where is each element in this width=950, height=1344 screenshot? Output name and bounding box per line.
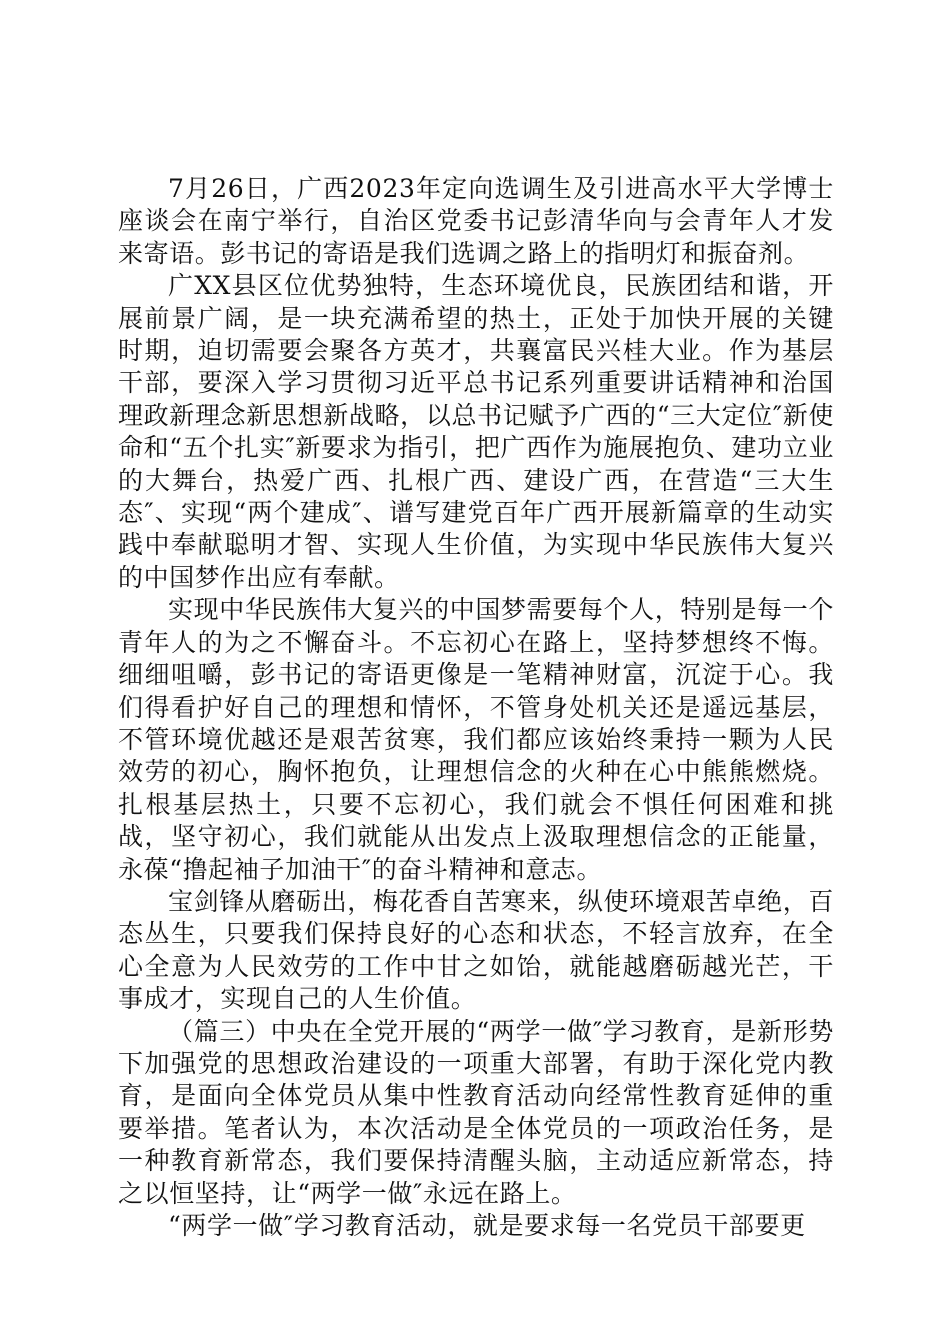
paragraph-4: 宝剑锋从磨砺出，梅花香自苦寒来，纵使环境艰苦卓绝，百态丛生，只要我们保持良好的心态和状态，不轻言放弃，在全心全意为人民效劳的工作中甘之如饴，就能越磨砺越光芒，干事成才，实现自己的人生价值。: [118, 886, 834, 1014]
paragraph-6: “两学一做″学习教育活动，就是要求每一名党员干部要更: [168, 1211, 806, 1240]
paragraph-1: 7月26日，广西2023年定向选调生及引进高水平大学博士座谈会在南宁举行，自治区党委书记彭清华向与会青年人才发来寄语。彭书记的寄语是我们选调之路上的指明灯和振奋剂。: [118, 174, 834, 268]
document-body: [118, 173, 834, 1242]
paragraph-3: 实现中华民族伟大复兴的中国梦需要每个人，特别是每一个青年人的为之不懈奋斗。不忘初心在路上，坚持梦想终不悔。细细咀嚼，彭书记的寄语更像是一笔精神财富，沉淀于心。我们得看护好自己的理想和情怀，不管身处机关还是遥远基层，不管环境优越还是艰苦贫寒，我们都应该始终秉持一颗为人民效劳的初心，胸怀抱负，让理想信念的火种在心中熊熊燃烧。扎根基层热土，只要不忘初心，我们就会不惧任何困难和挑战，坚守初心，我们就能从出发点上汲取理想信念的正能量，永葆“撸起袖子加油干″的奋斗精神和意志。: [118, 595, 834, 884]
paragraph-5: （篇三）中央在全党开展的“两学一做″学习教育，是新形势下加强党的思想政治建设的一项重大部署，有助于深化党内教育，是面向全体党员从集中性教育活动向经常性教育延伸的重要举措。笔者认为，本次活动是全体党员的一项政治任务，是一种教育新常态，我们要保持清醒头脑，主动适应新常态，持之以恒坚持，让“两学一做″永远在路上。: [118, 1016, 834, 1208]
paragraph-2: 广XX县区位优势独特，生态环境优良，民族团结和谐，开展前景广阔，是一块充满希望的热土，正处于加快开展的关键时期，迫切需要会聚各方英才，共襄富民兴桂大业。作为基层干部，要深入学习贯彻习近平总书记系列重要讲话精神和治国理政新理念新思想新战略，以总书记赋予广西的“三大定位″新使命和“五个扎实″新要求为指引，把广西作为施展抱负、建功立业的大舞台，热爱广西、扎根广西、建设广西，在营造“三大生态″、实现“两个建成″、谱写建党百年广西开展新篇章的生动实践中奉献聪明才智、实现人生价值，为实现中华民族伟大复兴的中国梦作出应有奉献。: [118, 271, 834, 592]
